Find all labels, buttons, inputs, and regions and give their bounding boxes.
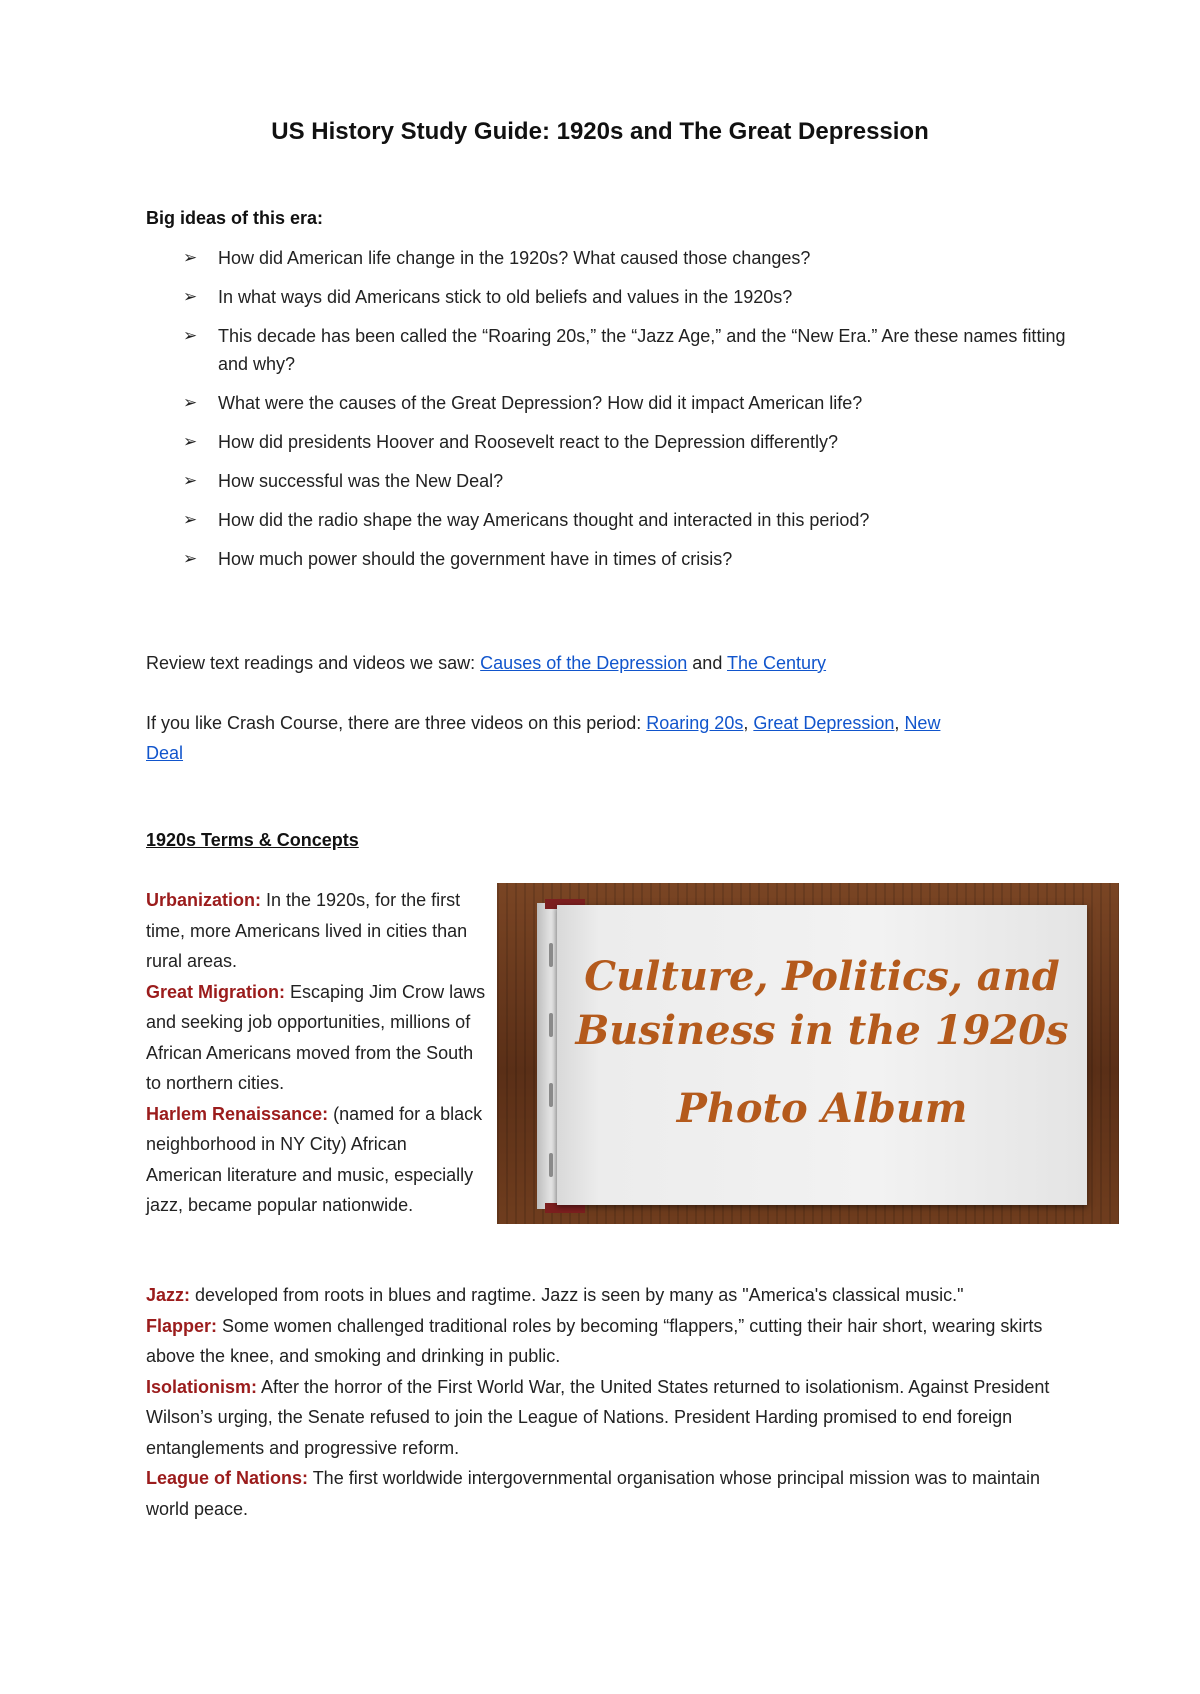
list-item-text: How successful was the New Deal?	[218, 471, 504, 491]
album-title-line: Business in the 1920s	[575, 1007, 1069, 1054]
list-item-text: What were the causes of the Great Depression? How did it impact American life?	[218, 393, 863, 413]
term-name: Harlem Renaissance:	[146, 1103, 329, 1124]
term-entry	[146, 977, 486, 1099]
photo-album-image	[497, 883, 1119, 1224]
term-entry	[146, 1463, 1076, 1524]
review-paragraph	[146, 648, 966, 678]
term-definition: (named for a black neighborhood in NY City) African American literature and music, especially jazz, became popular nationwide.	[146, 1103, 483, 1215]
album-subtitle: Photo Album	[676, 1085, 968, 1132]
term-definition: Escaping Jim Crow laws and seeking job opportunities, millions of African Americans moved from the South to northern cities.	[146, 981, 486, 1093]
big-ideas-list	[146, 244, 1076, 584]
term-name: League of Nations:	[146, 1468, 309, 1488]
arrow-bullet-icon: ➢	[183, 326, 198, 345]
list-item	[146, 322, 1076, 378]
causes-of-depression-link[interactable]: Causes of the Depression	[480, 653, 688, 673]
term-entry	[146, 1372, 1076, 1464]
term-definition: In the 1920s, for the first time, more Americans lived in cities than rural areas.	[146, 890, 468, 971]
term-definition: developed from roots in blues and ragtime. Jazz is seen by many as "America's classical music."	[190, 1285, 964, 1305]
arrow-bullet-icon: ➢	[183, 549, 198, 568]
list-item-text: How did the radio shape the way Americans thought and interacted in this period?	[218, 510, 870, 530]
list-item	[146, 283, 1076, 311]
album-ring	[549, 1153, 553, 1177]
great-depression-link[interactable]: Great Depression	[753, 713, 895, 733]
album-page	[557, 905, 1087, 1205]
crash-course-text: If you like Crash Course, there are three videos on this period:	[146, 713, 647, 733]
separator-text: ,	[743, 713, 754, 733]
term-name: Isolationism:	[146, 1376, 258, 1397]
arrow-bullet-icon: ➢	[183, 287, 198, 306]
list-item-text: This decade has been called the “Roaring 20s,” the “Jazz Age,” and the “New Era.” Are these names fitting and why?	[218, 326, 1066, 374]
review-text: Review text readings and videos we saw:	[146, 653, 481, 673]
album-ring	[549, 943, 553, 967]
term-name: Jazz:	[146, 1285, 191, 1305]
album-ring	[549, 1083, 553, 1107]
list-item-text: In what ways did Americans stick to old beliefs and values in the 1920s?	[218, 287, 793, 307]
list-item	[146, 389, 1076, 417]
term-entry	[146, 1280, 1076, 1311]
term-entry	[146, 885, 486, 977]
list-item-text: How did American life change in the 1920s? What caused those changes?	[218, 248, 811, 268]
term-name: Urbanization:	[146, 890, 261, 910]
album-title-line: Culture, Politics, and	[584, 953, 1060, 1000]
separator-text: ,	[894, 713, 905, 733]
term-definition: After the horror of the First World War, the United States returned to isolationism. Against President Wilson’s urging, the Senate refused to join the League of Nations. President Harding promised to end foreign entanglements and progressive reform.	[146, 1376, 1050, 1458]
arrow-bullet-icon: ➢	[183, 471, 198, 490]
arrow-bullet-icon: ➢	[183, 432, 198, 451]
terms-list-wide	[146, 1280, 1076, 1524]
album-ring	[549, 1013, 553, 1037]
the-century-link[interactable]: The Century	[727, 653, 827, 673]
list-item	[146, 428, 1076, 456]
roaring-20s-link[interactable]: Roaring 20s	[646, 713, 744, 733]
crash-course-paragraph	[146, 708, 966, 768]
list-item-text: How much power should the government have in times of crisis?	[218, 549, 733, 569]
list-item	[146, 506, 1076, 534]
term-definition: Some women challenged traditional roles by becoming “flappers,” cutting their hair short, wearing skirts above the knee, and smoking and drinking in public.	[146, 1315, 1043, 1366]
term-name: Great Migration:	[146, 981, 286, 1002]
list-item	[146, 545, 1076, 573]
list-item-text: How did presidents Hoover and Roosevelt react to the Depression differently?	[218, 432, 839, 452]
list-item	[146, 244, 1076, 272]
term-name: Flapper:	[146, 1315, 218, 1336]
term-entry	[146, 1099, 486, 1221]
term-definition: The first worldwide intergovernmental organisation whose principal mission was to maintain world peace.	[146, 1468, 1041, 1519]
page-title: US History Study Guide: 1920s and The Great Depression	[271, 118, 929, 145]
big-ideas-heading: Big ideas of this era:	[146, 208, 324, 228]
arrow-bullet-icon: ➢	[183, 510, 198, 529]
review-and-text: and	[687, 653, 728, 673]
terms-section-heading: 1920s Terms & Concepts	[146, 830, 359, 850]
arrow-bullet-icon: ➢	[183, 248, 198, 267]
term-entry	[146, 1311, 1076, 1372]
new-deal-link[interactable]: New Deal	[146, 713, 941, 763]
arrow-bullet-icon: ➢	[183, 393, 198, 412]
terms-list-narrow	[146, 885, 486, 1221]
list-item	[146, 467, 1076, 495]
